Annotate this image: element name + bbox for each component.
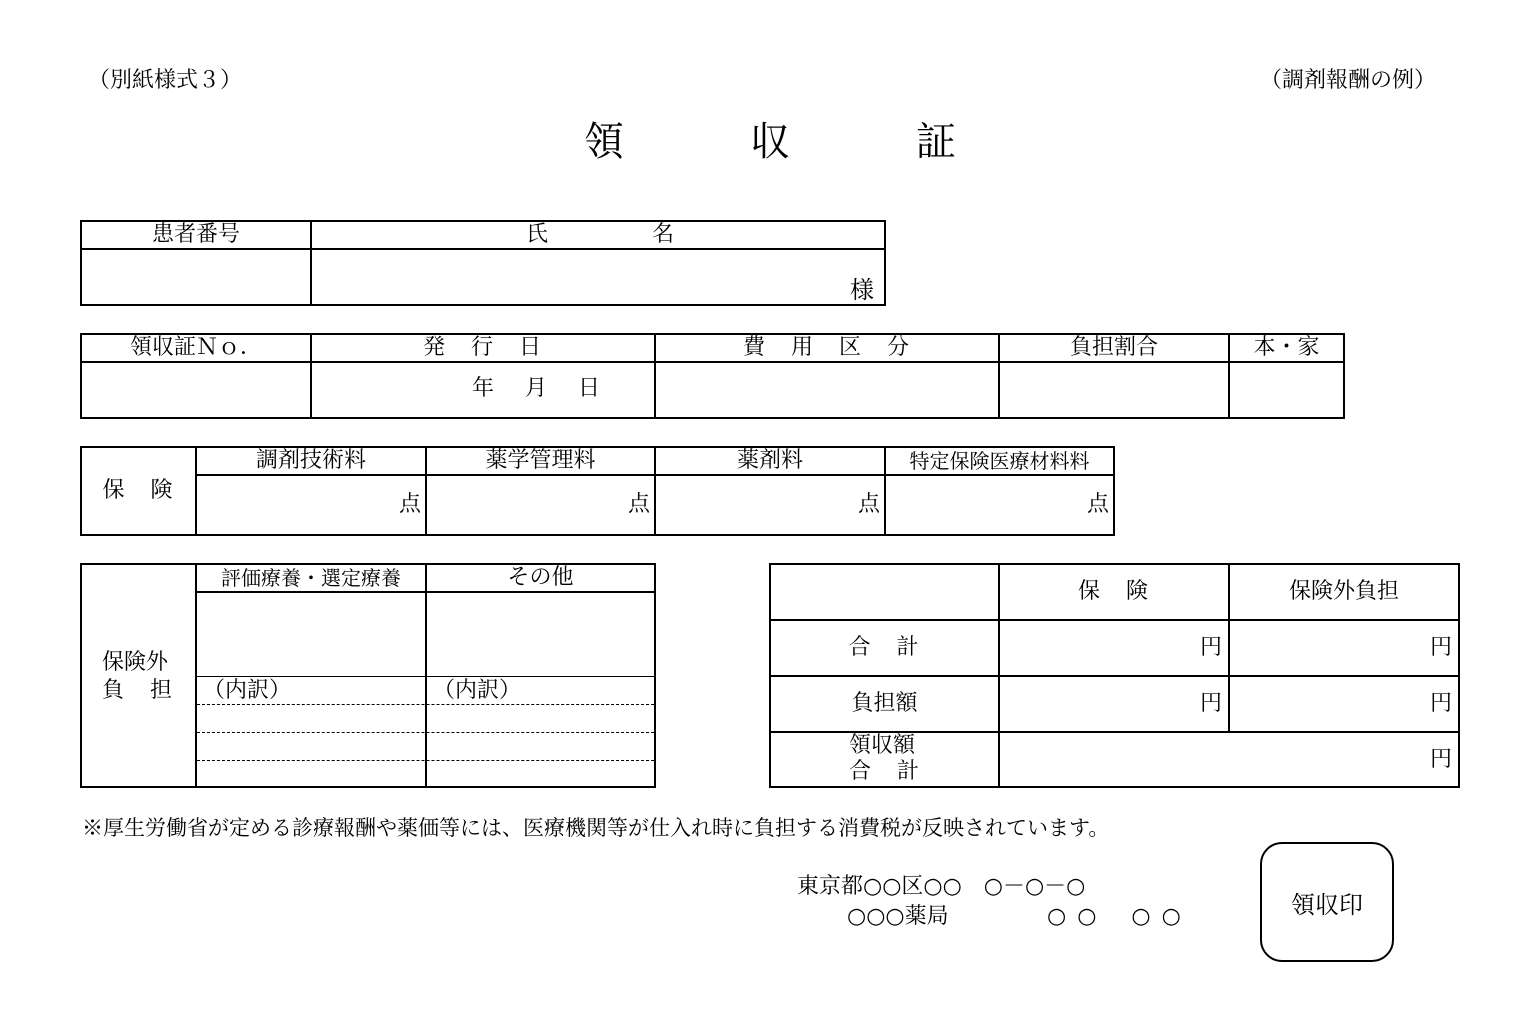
specified-medical-material-fee-header: 特定保険医療材料料 [909, 449, 1090, 473]
issuer-person: ○ ○ ○ ○ [1047, 904, 1183, 929]
receipt-stamp-box [1260, 842, 1394, 962]
receipt-no-header: 領収証Ｎｏ． [129, 335, 262, 360]
totals-non-insurance-header: 保険外負担 [1288, 579, 1399, 604]
example-label: （調剤報酬の例） [1260, 68, 1437, 93]
date-year-label: 年 [472, 376, 495, 401]
name-header-2: 名 [652, 222, 675, 247]
issuer-address: 東京都○○区○○ ○－○－○ [797, 874, 1086, 899]
patient-name-value [312, 250, 832, 304]
total-insurance-unit: 円 [1199, 635, 1222, 660]
totals-corner-header [771, 565, 998, 619]
burden-amount-non-insurance-unit: 円 [1429, 691, 1452, 716]
drug-fee-header: 薬剤料 [736, 448, 803, 473]
total-row-label: 合 計 [848, 635, 921, 660]
name-header-1: 氏 [526, 222, 549, 247]
specified-medical-material-fee-unit: 点 [1086, 492, 1109, 517]
cost-category-header: 費 用 区 分 [742, 335, 911, 360]
title-char-1: 領 [584, 119, 624, 165]
received-total-label-line2: 合 計 [849, 759, 922, 784]
non-insurance-label-line2: 負 担 [102, 678, 175, 703]
consumption-tax-footnote: ※厚生労働省が定める診療報酬や薬価等には、医療機関等が仕入れ時に負担する消費税が反映されています。 [82, 816, 1110, 840]
pharmaceutical-management-fee-unit: 点 [627, 492, 650, 517]
insured-family-value [1230, 363, 1343, 417]
received-total-label-line1: 領収額 [849, 733, 916, 758]
date-month-label: 月 [525, 376, 548, 401]
evaluation-breakdown-label: （内訳） [203, 678, 292, 703]
dispensing-technical-fee-unit: 点 [398, 492, 421, 517]
burden-amount-insurance-unit: 円 [1199, 691, 1222, 716]
issue-date-header: 発 行 日 [422, 335, 543, 360]
date-day-label: 日 [578, 376, 601, 401]
other-breakdown-label: （内訳） [433, 678, 522, 703]
burden-ratio-header: 負担割合 [1069, 335, 1158, 360]
received-total-unit: 円 [1429, 746, 1452, 772]
patient-number-header: 患者番号 [151, 222, 240, 247]
patient-number-value [82, 250, 310, 304]
dispensing-technical-fee-header: 調剤技術料 [255, 448, 366, 473]
burden-ratio-value [1000, 363, 1228, 417]
honorific-sama: 様 [850, 276, 874, 304]
title-char-2: 収 [750, 119, 790, 165]
pharmaceutical-management-fee-header: 薬学管理料 [485, 448, 596, 473]
title-char-3: 証 [916, 119, 956, 165]
totals-insurance-header: 保 険 [1077, 579, 1150, 604]
cost-category-value [656, 363, 998, 417]
form-label: （別紙様式３） [88, 68, 243, 93]
insurance-row-label: 保 険 [102, 478, 175, 503]
receipt-stamp-label: 領収印 [1291, 890, 1363, 919]
issuer-pharmacy: ○○○薬局 [847, 904, 949, 929]
receipt-no-value [82, 363, 310, 417]
insured-family-header: 本・家 [1253, 335, 1320, 360]
other-header: その他 [507, 565, 574, 590]
burden-amount-row-label: 負担額 [851, 691, 918, 716]
drug-fee-unit: 点 [857, 492, 880, 517]
evaluation-selected-care-header: 評価療養・選定療養 [221, 566, 401, 590]
total-non-insurance-unit: 円 [1429, 635, 1452, 660]
non-insurance-label-line1: 保険外 [102, 650, 169, 675]
